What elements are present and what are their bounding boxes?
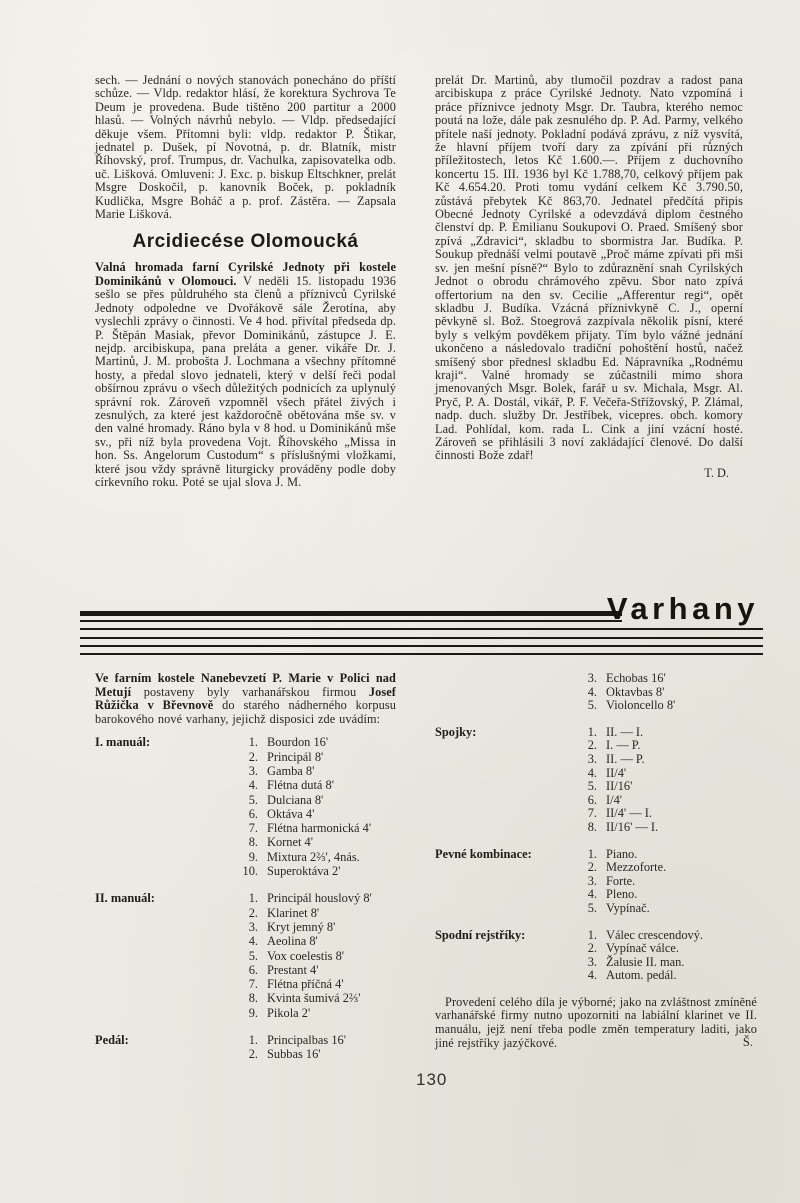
stop-number: 3. <box>587 873 597 888</box>
stop-number: 5. <box>248 948 258 963</box>
stop-name: Oktáva 4' <box>267 806 315 821</box>
stop-item <box>572 929 757 943</box>
stop-number: 3. <box>587 954 597 969</box>
stop-list-pedal-continued <box>572 672 757 713</box>
stop-name: Kornet 4' <box>267 835 313 850</box>
divider-rule-3 <box>80 645 763 647</box>
stop-number: 1. <box>248 735 258 750</box>
stop-item <box>572 794 757 808</box>
stop-name: Prestant 4' <box>267 962 319 977</box>
stop-item <box>233 1047 396 1061</box>
stop-name: Subbas 16' <box>267 1047 321 1062</box>
stop-name: Bourdon 16' <box>267 735 329 750</box>
page-number: 130 <box>416 1070 448 1089</box>
stop-item <box>572 875 757 889</box>
stop-number: 8. <box>587 819 597 834</box>
stop-name: I. — P. <box>606 738 641 753</box>
report-paragraph-olomouc <box>95 261 396 489</box>
group-label-pedal: Pedál: <box>95 1033 129 1048</box>
stop-item <box>233 991 396 1005</box>
stop-item <box>572 956 757 970</box>
organ-intro-paragraph <box>95 672 396 726</box>
stop-item <box>233 906 396 920</box>
stop-name: II/16' — I. <box>606 819 659 834</box>
stop-item <box>572 672 757 686</box>
stop-item <box>233 1033 396 1047</box>
stop-item <box>572 767 757 781</box>
stop-name: Žalusie II. man. <box>606 954 685 969</box>
stop-name: Válec crescendový. <box>606 927 704 942</box>
stop-number: 1. <box>587 927 597 942</box>
stop-name: Vox coelestis 8' <box>267 948 345 963</box>
stop-name: Violoncello 8' <box>606 698 676 713</box>
stop-group-fixed-combinations <box>435 848 757 916</box>
stop-number: 1. <box>587 724 597 739</box>
stop-number: 6. <box>587 792 597 807</box>
group-label-couplers: Spojky: <box>435 724 477 739</box>
stop-number: 10. <box>242 864 258 879</box>
stop-number: 3. <box>587 751 597 766</box>
organ-closing-block <box>435 996 757 1050</box>
stop-name: Flétna dutá 8' <box>267 778 334 793</box>
stop-item <box>572 861 757 875</box>
group-label-manual1: I. manuál: <box>95 735 151 750</box>
stop-item <box>572 942 757 956</box>
stop-item <box>572 902 757 916</box>
stop-list-couplers <box>572 726 757 835</box>
organ-left-column <box>95 672 396 1075</box>
paragraph-body: V neděli 15. listopadu 1936 sešlo se přes půldruhého sta členů a příznivců Cyrilské Jednoty odpoledne ve Dvořákově sále Žerotína, aby vyslechli zprávy o činnosti. Ve 4 hod. přivítal předseda dp. P. Štěpán Masiak, převor Dominikánů, zástupce J. E. nejdp. arcibiskupa, pana preláta a gener. vikáře Dr. J. Martinů, J. M. probošta J. Lochmana a všechny přítomné hosty, a předal slovo jednateli, který v delší řeči podal obšírnou zprávu o všech důležitých podnicích za uplynulý správní rok. Zároveň vzpomněl všech přátel živých i zesnulých, za které jest každoročně obětována mše sv. v den valné hromady. Ráno byla v 8 hod. u Dominikánů mše sv., při níž byla provedena Vojt. Říhovského „Missa in hon. Ss. Angelorum Custodum“ s příslušnými vložkami, které jsou vždy správně liturgicky prováděny podle doby církevního roku. Poté se ujal slova J. M. <box>95 273 396 489</box>
stop-item <box>233 735 396 749</box>
stop-name: II. — I. <box>606 724 644 739</box>
stop-number: 4. <box>587 887 597 902</box>
stop-item <box>233 764 396 778</box>
stop-number: 1. <box>248 1033 258 1048</box>
intro-mid: postaveny byly varhanářskou firmou <box>131 684 369 699</box>
intro-lead-bold: Ve farním kostele Nanebevzetí P. Marie v Polici nad Metují <box>95 671 396 699</box>
stop-name: Klarinet 8' <box>267 905 320 920</box>
section-title-varhany: Varhany <box>606 591 759 626</box>
stop-number: 5. <box>248 792 258 807</box>
stop-item <box>233 850 396 864</box>
stop-number: 5. <box>587 779 597 794</box>
stop-name: Forte. <box>606 873 636 888</box>
stop-name: Flétna příčná 4' <box>267 977 344 992</box>
stop-item <box>233 793 396 807</box>
group-label-manual2: II. manuál: <box>95 891 155 906</box>
stop-number: 2. <box>248 1047 258 1062</box>
stop-group-couplers <box>435 726 757 835</box>
stop-item <box>572 753 757 767</box>
stop-item <box>572 739 757 753</box>
stop-name: Pikola 2' <box>267 1005 311 1020</box>
stop-item <box>572 726 757 740</box>
stop-number: 7. <box>248 977 258 992</box>
intro-rest: do starého nádherného korpusu barokového nové varhany, jejichž disposici zde uvádím: <box>95 698 396 726</box>
stop-item <box>572 969 757 983</box>
stop-item <box>572 807 757 821</box>
stop-list-manual1 <box>233 735 396 878</box>
stop-name: Aeolina 8' <box>267 934 318 949</box>
stop-number: 4. <box>587 765 597 780</box>
stop-number: 2. <box>587 860 597 875</box>
stop-name: I/4' <box>606 792 622 807</box>
stop-number: 6. <box>248 962 258 977</box>
stop-number: 3. <box>248 919 258 934</box>
stop-number: 9. <box>248 849 258 864</box>
stop-item <box>233 864 396 878</box>
stop-number: 8. <box>248 835 258 850</box>
stop-item <box>233 750 396 764</box>
stop-list-pedal <box>233 1033 396 1062</box>
stop-number: 3. <box>248 763 258 778</box>
group-label-empty <box>435 672 572 713</box>
stop-number: 4. <box>248 778 258 793</box>
stop-name: Vypínač. <box>606 900 650 915</box>
stop-name: Principál houslový 8' <box>267 891 372 906</box>
stop-number: 4. <box>248 934 258 949</box>
organ-section <box>95 672 757 1075</box>
report-left-column <box>95 74 396 489</box>
stop-item <box>233 778 396 792</box>
stop-number: 2. <box>587 941 597 956</box>
stop-name: Autom. pedál. <box>606 968 677 983</box>
stop-name: II/16' <box>606 779 633 794</box>
divider-rule-4 <box>80 653 763 655</box>
report-paragraph-continuation: sech. — Jednání o nových stanovách ponecháno do příští schůze. — Vldp. redaktor hlásí, že korektura Sychrova Te Deum je provedena. Bude tištěno 200 partitur a 2000 hlasů. — Volných návrhů nebylo. — Vldp. předsedající děkuje všem. Přítomni byli: vldp. redaktor P. Štikar, jednatel p. Dušek, pí Novotná, p. dr. Blatník, mistr Říhovský, prof. Trumpus, dr. Vachulka, zapisovatelka odb. uč. Lišková. Omluveni: J. Exc. p. biskup Eltschkner, prelát Msgre Doskočil, p. kanovník Boček, p. pokladník Kudlička, Msgre Boháč a p. prof. Zástěra. — Zapsala Marie Lišková. <box>95 73 396 222</box>
stop-item <box>233 821 396 835</box>
stop-group-pedal-continued <box>435 672 757 713</box>
stop-name: Echobas 16' <box>606 671 666 685</box>
stop-name: Dulciana 8' <box>267 792 324 807</box>
stop-item <box>233 807 396 821</box>
stop-number: 7. <box>248 821 258 836</box>
divider-rule-thick <box>80 611 622 616</box>
stop-list-manual2 <box>233 891 396 1020</box>
divider-rule-1 <box>80 628 763 630</box>
stop-name: Mixtura 2⅔', 4nás. <box>267 849 360 864</box>
stop-name: Vypínač válce. <box>606 941 679 956</box>
stop-name: Gamba 8' <box>267 763 315 778</box>
stop-item <box>233 963 396 977</box>
stop-number: 9. <box>248 1005 258 1020</box>
stop-item <box>572 699 757 713</box>
stop-item <box>572 780 757 794</box>
stop-group-foot-controls <box>435 929 757 983</box>
stop-name: Flétna harmonická 4' <box>267 821 372 836</box>
divider-rule-2 <box>80 637 763 639</box>
stop-number: 2. <box>587 738 597 753</box>
stop-group-pedal <box>95 1033 396 1062</box>
stop-item <box>572 888 757 902</box>
stop-item <box>233 1006 396 1020</box>
stop-name: Superoktáva 2' <box>267 864 341 879</box>
report-signature: T. D. <box>704 465 729 480</box>
stop-group-manual2 <box>95 891 396 1020</box>
report-right-column <box>435 74 743 489</box>
report-paragraph-right: prelát Dr. Martinů, aby tlumočil pozdrav a radost pana arcibiskupa z práce Cyrilské Jednoty. Nato vzpomíná i práce příznivce jednoty Msgr. Dr. Taubra, kterého nemoc poutá na lože, dále pak zesnulého dp. P. Ad. Parmy, velkého přítele naší jednoty. Pokladní podává zprávu, z níž vysvítá, že hlavní příjem tvoří dary za zpívání při různých příležitostech, letos Kč 1.600.—. Příjem z duchovního koncertu 15. III. 1936 byl Kč 1.788,70, celkový příjem pak Kč 4.654.20. Proti tomu vydání celkem Kč 3.790.50, zůstává přebytek Kč 863,70. Jednatel předčítá připis Obecné Jednoty Cyrilské a odevzdává diplom čestného členství dp. P. Emilianu Soukupovi O. Praed. Smíšený sbor zpívá „Zdravici“, skladbu to sbormistra Jar. Budíka. P. Soukup přednáší velmi poutavě „Proč máme zpívati při mši sv. jen mešní písně?“ Bylo to zdůraznění snah Cyrilských Jednot o obrodu chrámového zpěvu. Sbor nato zpívá offertorium na den sv. Cecilie „Afferentur regi“, opět skladbu J. Budíka. Vzácná příznivkyně C. J., operní pěvkyně sl. Bož. Stoegrová zazpívala několik písní, které byly s velkým povděkem přijaty. Tím bylo vážné jednání ukončeno a následovalo tradiční pohoštění hostů, načež smíšený sbor přednesl skladbu Ed. Nápravníka „Rodnému kraji“. Valné hromady se zúčastnili mimo shora jmenovaných Msgr. Bolek, farář u sv. Michala, Msgr. Al. Pryč, P. A. Dostál, vikář, P. F. Večeřa-Střížovský, P. Zlámal, nadp. duch. služby Dr. Jestříbek, vicepres. obch. komory Lad. Pohlídal, kom. rada L. Cink a jiní vzácní hosté. Zároveň se přihlásili 3 noví zakládající členové. Do další činnosti Bože zdař! <box>435 73 743 463</box>
report-section <box>95 74 743 489</box>
stop-number: 5. <box>587 900 597 915</box>
stop-item <box>233 891 396 905</box>
stop-number: 6. <box>248 806 258 821</box>
stop-number: 1. <box>248 891 258 906</box>
stop-group-manual1 <box>95 735 396 878</box>
stop-item <box>233 977 396 991</box>
stop-name: Piano. <box>606 846 638 861</box>
stop-number: 4. <box>587 968 597 983</box>
stop-number: 8. <box>248 991 258 1006</box>
stop-item <box>233 835 396 849</box>
stop-name: Kryt jemný 8' <box>267 919 336 934</box>
stop-item <box>233 934 396 948</box>
stop-name: II/4' — I. <box>606 806 652 821</box>
group-label-foot-controls: Spodní rejstříky: <box>435 927 526 942</box>
paragraph-lead-bold: Valná hromada farní Cyrilské Jednoty při kostele Dominikánů v Olomouci. <box>95 260 396 288</box>
stop-item <box>233 920 396 934</box>
stop-name: Mezzoforte. <box>606 860 667 875</box>
stop-number: 2. <box>248 905 258 920</box>
stop-item <box>233 949 396 963</box>
stop-name: II. — P. <box>606 751 645 766</box>
stop-number: 7. <box>587 806 597 821</box>
stop-name: Oktavbas 8' <box>606 684 665 699</box>
stop-item <box>572 821 757 835</box>
stop-list-fixed-combinations <box>572 848 757 916</box>
stop-item <box>572 848 757 862</box>
stop-number: 4. <box>587 684 597 699</box>
section-divider-varhany <box>80 591 764 661</box>
stop-name: Pleno. <box>606 887 638 902</box>
organ-closing-signature: Š. <box>742 1035 753 1050</box>
organ-right-column <box>435 672 757 1075</box>
stop-name: II/4' <box>606 765 627 780</box>
stop-list-foot-controls <box>572 929 757 983</box>
stop-number: 3. <box>587 671 597 685</box>
stop-number: 2. <box>248 749 258 764</box>
stop-item <box>572 686 757 700</box>
divider-rule-sub <box>80 620 622 622</box>
group-label-fixed-combinations: Pevné kombinace: <box>435 846 532 861</box>
stop-name: Kvinta šumivá 2⅔' <box>267 991 361 1006</box>
section-heading-olomouc: Arcidiecése Olomoucká <box>132 231 359 253</box>
stop-name: Principalbas 16' <box>267 1033 346 1048</box>
stop-name: Principál 8' <box>267 749 324 764</box>
intro-firm-bold: Josef Růžička v Břevnově <box>95 684 396 713</box>
organ-closing-paragraph: Provedení celého díla je výborné; jako na zvláštnost zmíněné varhanářské firmy nutno upozorniti na labiální klarinet ve II. manuálu, jejž není třeba podle změn temperatury laditi, jako jiné rejstříky jazýčkové. <box>435 994 757 1050</box>
stop-number: 1. <box>587 846 597 861</box>
stop-number: 5. <box>587 698 597 713</box>
